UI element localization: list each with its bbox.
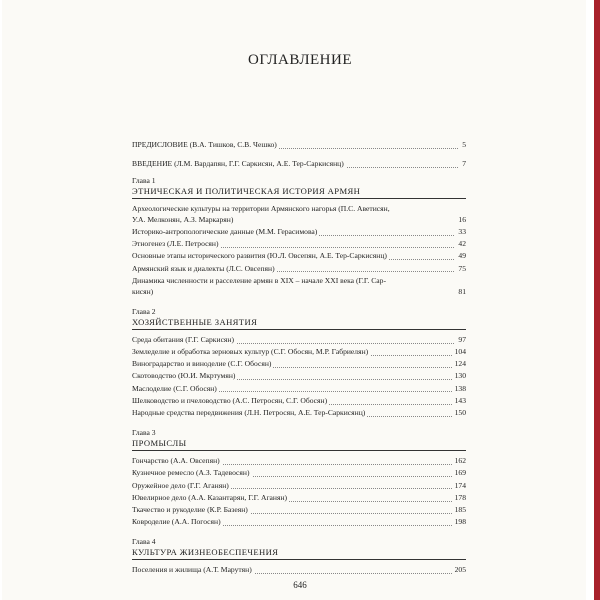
toc-entry xyxy=(132,481,466,492)
entry-title-line1: Археологические культуры на территории Армянского нагорья (П.С. Аветисян, xyxy=(132,204,390,213)
entry-title: Земледелие и обработка зерновых культур (С.Г. Обосян, М.Р. Габриелян) xyxy=(132,347,369,356)
chapter-label: Глава 4 xyxy=(132,537,156,547)
chapter-label: Глава 2 xyxy=(132,306,156,316)
entry-title: Армянский язык и диалекты (Л.С. Овсепян) xyxy=(132,263,275,273)
entry-page: 42 xyxy=(455,239,466,250)
entry-page: 75 xyxy=(455,264,466,275)
entry-page: 104 xyxy=(452,347,466,358)
page-number: 646 xyxy=(293,580,307,590)
entry-page: 178 xyxy=(452,493,466,504)
chapter-label: Глава 1 xyxy=(132,176,156,185)
toc-entry xyxy=(132,276,466,298)
toc-entry xyxy=(132,505,466,516)
page-title: ОГЛАВЛЕНИЕ xyxy=(248,52,352,68)
entry-title: Историко-антропологические данные (М.М. Герасимова) xyxy=(132,227,318,236)
entry-title: Народные средства передвижения (Л.Н. Петросян, А.Е. Тер-Саркисянц) xyxy=(132,408,366,417)
toc-entry xyxy=(132,204,466,226)
entry-title: Скотоводство (Ю.И. Мкртумян) xyxy=(132,371,236,381)
entry-title: Основные этапы исторического развития (Ю.Л. Овсепян, А.Е. Тер-Саркисянц) xyxy=(132,251,387,261)
front-entry xyxy=(132,140,466,151)
chapter-title: ПРОМЫСЛЫ xyxy=(132,438,466,451)
entry-title: Ювелирное дело (А.А. Казантарян, Г.Г. Аганян) xyxy=(132,492,288,502)
toc-entry xyxy=(132,396,466,407)
toc-entry xyxy=(132,227,466,238)
chapter-title: КУЛЬТУРА ЖИЗНЕОБЕСПЕЧЕНИЯ xyxy=(132,547,466,560)
entry-title: ВВЕДЕНИЕ (Л.М. Вардапян, Г.Г. Саркисян, А.Е. Тер-Саркисянц) xyxy=(132,159,344,168)
entry-page: 5 xyxy=(459,140,466,151)
toc-entry xyxy=(132,517,466,528)
toc-entry xyxy=(132,408,466,419)
entry-title: Гончарство (А.А. Овсепян) xyxy=(132,456,220,466)
entry-page: 81 xyxy=(455,287,466,298)
entry-title: Шелководство и пчеловодство (А.С. Петросян, С.Г. Обосян) xyxy=(132,395,328,405)
entry-page: 162 xyxy=(452,456,466,467)
entry-page: 138 xyxy=(452,384,466,395)
entry-page: 33 xyxy=(455,227,466,238)
entry-title: Виноградарство и виноделие (С.Г. Обосян) xyxy=(132,359,272,369)
toc-entry xyxy=(132,384,466,395)
entry-title: Поселения и жилища (А.Т. Марутян) xyxy=(132,565,252,575)
entry-page: 185 xyxy=(452,505,466,516)
toc-entry xyxy=(132,565,466,576)
toc-entry xyxy=(132,371,466,382)
entry-page: 174 xyxy=(452,481,466,492)
toc-entry xyxy=(132,239,466,250)
entry-title: Ковроделие (А.А. Погосян) xyxy=(132,517,221,527)
entry-page: 130 xyxy=(452,371,466,382)
front-entry xyxy=(132,159,466,170)
entry-page: 49 xyxy=(455,251,466,262)
entry-page: 16 xyxy=(455,215,466,226)
toc-entry xyxy=(132,456,466,467)
entry-title: Этногенез (Л.Е. Петросян) xyxy=(132,239,219,249)
entry-title: Ткачество и рукоделие (К.Р. Базеян) xyxy=(132,505,248,514)
chapter-label: Глава 3 xyxy=(132,428,156,438)
entry-title: Среда обитания (Г.Г. Саркисян) xyxy=(132,334,235,344)
entry-page: 124 xyxy=(452,359,466,370)
toc-entry xyxy=(132,493,466,504)
toc-entry xyxy=(132,251,466,262)
entry-title-line2: кисян) xyxy=(132,287,466,298)
entry-page: 97 xyxy=(455,335,466,346)
entry-title-line2: У.А. Мелконян, А.З. Маркарян) xyxy=(132,215,466,226)
toc-entry xyxy=(132,264,466,275)
entry-title-line1: Динамика численности и расселение армян в XIX – начале XXI века (Г.Г. Сар- xyxy=(132,275,386,285)
entry-page: 205 xyxy=(452,565,466,576)
chapter-title: ЭТНИЧЕСКАЯ И ПОЛИТИЧЕСКАЯ ИСТОРИЯ АРМЯН xyxy=(132,186,466,199)
entry-page: 143 xyxy=(452,396,466,407)
entry-page: 198 xyxy=(452,517,466,528)
entry-title: Маслоделие (С.Г. Обосян) xyxy=(132,383,217,393)
entry-page: 150 xyxy=(452,408,466,419)
chapter-title: ХОЗЯЙСТВЕННЫЕ ЗАНЯТИЯ xyxy=(132,317,466,330)
entry-page: 7 xyxy=(459,159,466,170)
entry-title: Оружейное дело (Г.Г. Аганян) xyxy=(132,480,229,490)
toc-entry xyxy=(132,335,466,346)
entry-title: ПРЕДИСЛОВИЕ (В.А. Тишков, С.В. Чешко) xyxy=(132,140,277,149)
entry-title: Кузнечное ремесло (А.З. Тадевосян) xyxy=(132,468,250,478)
entry-page: 169 xyxy=(452,468,466,479)
toc-entry xyxy=(132,347,466,358)
toc-entry xyxy=(132,468,466,479)
toc-entry xyxy=(132,359,466,370)
